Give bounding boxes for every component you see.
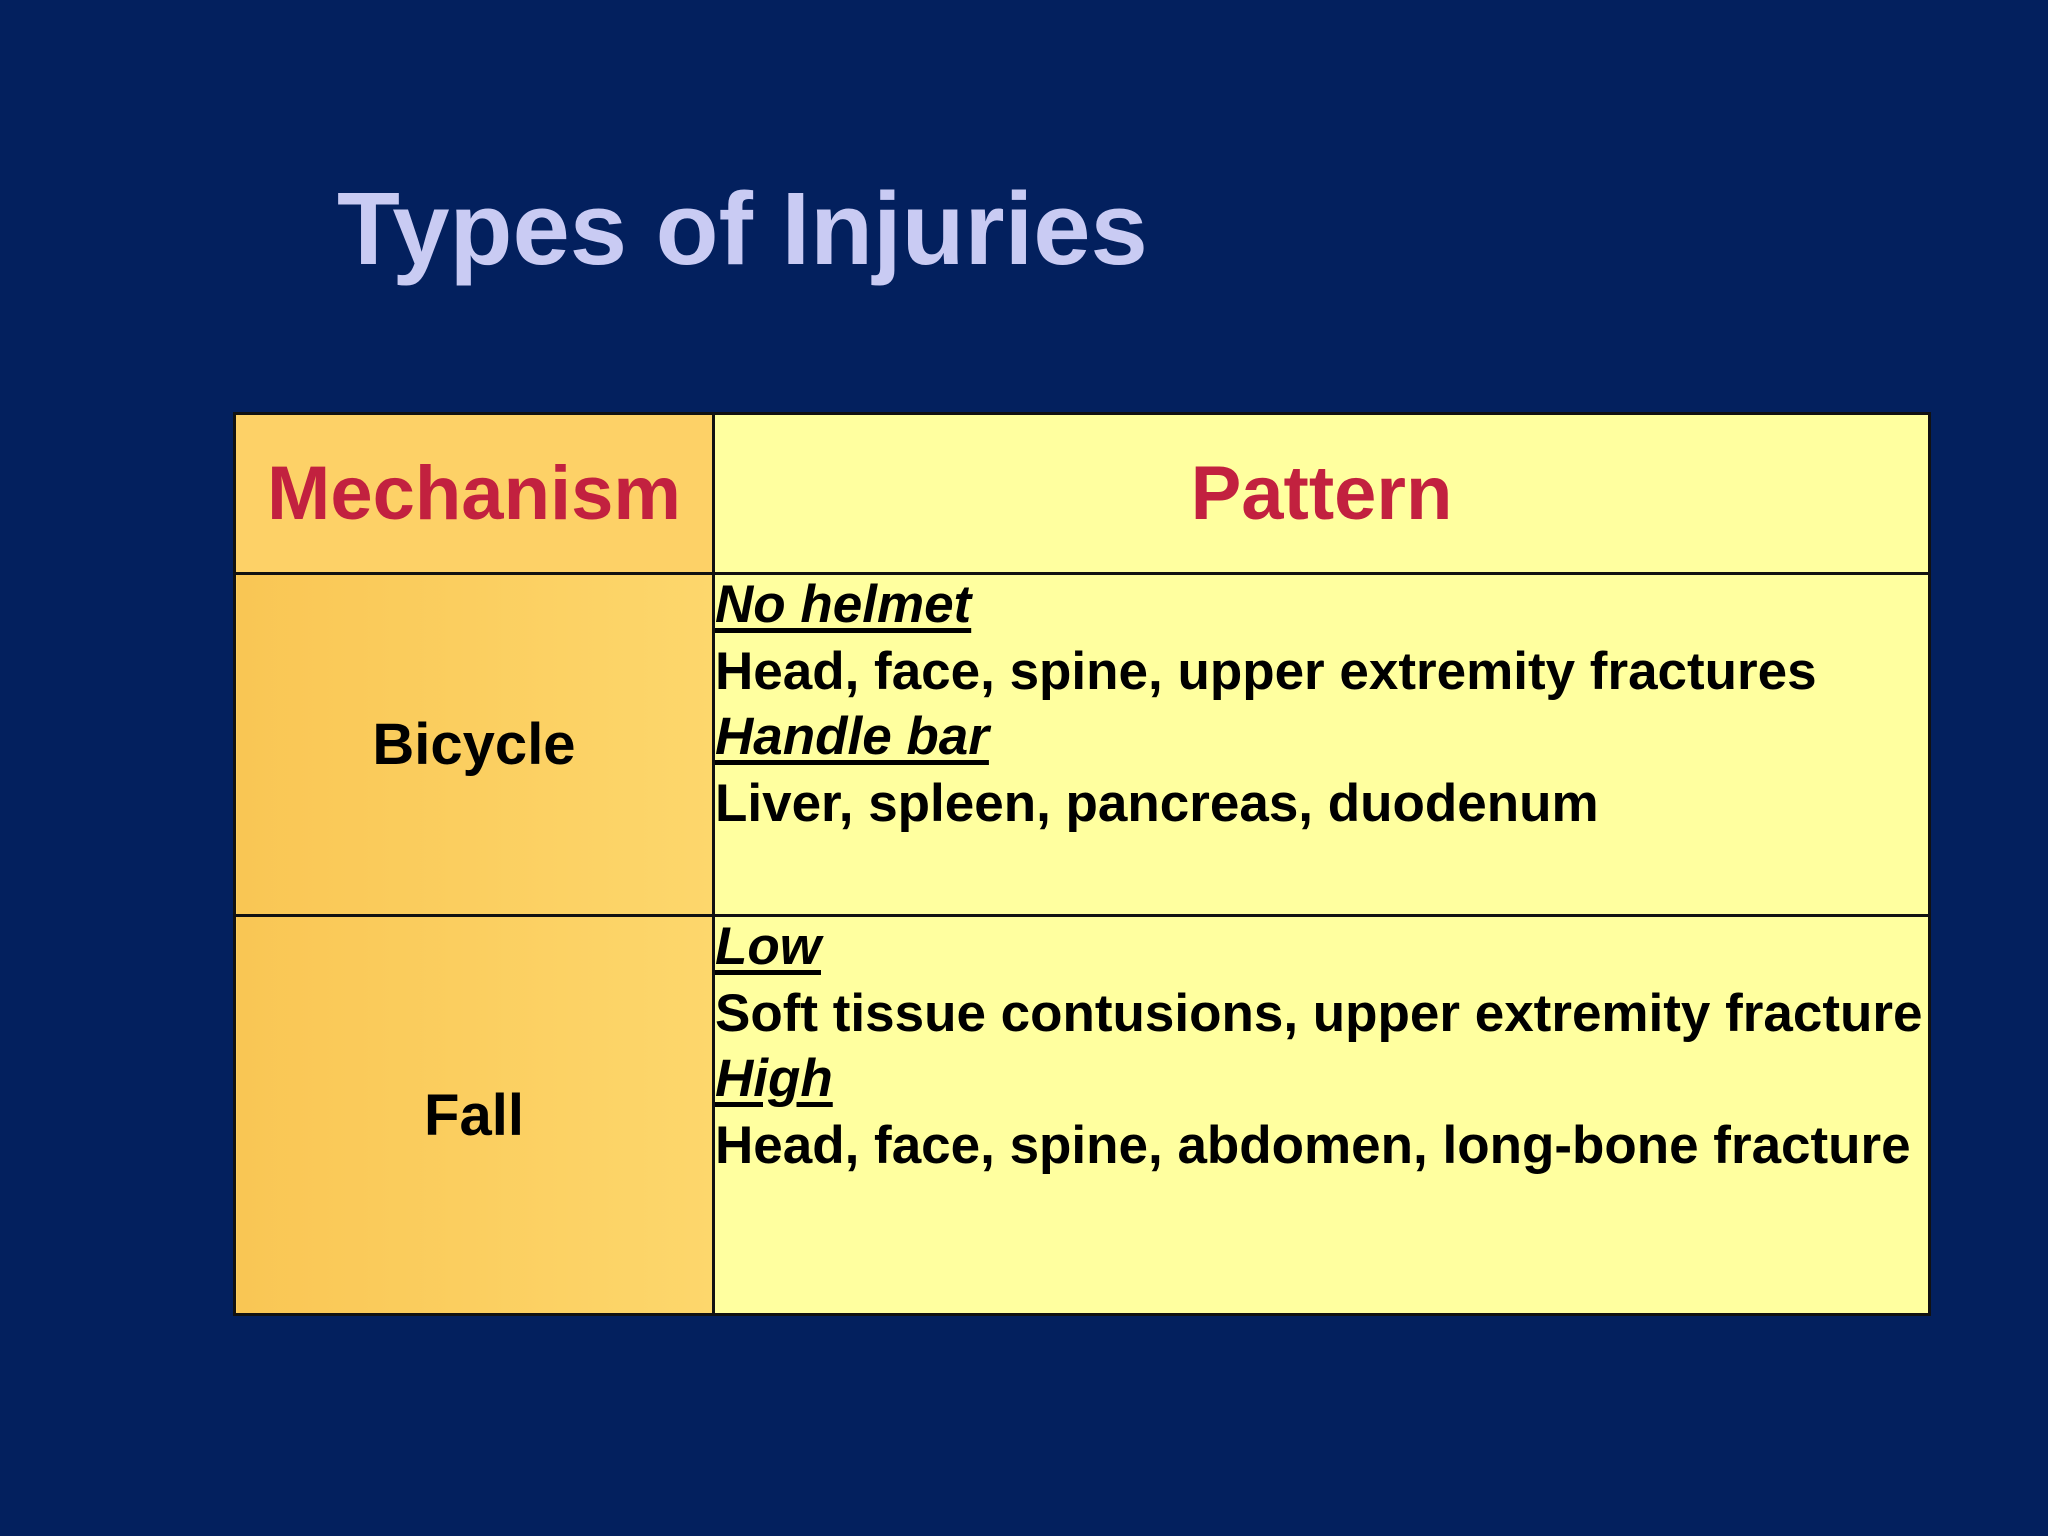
mechanism-header: Mechanism bbox=[235, 414, 714, 574]
pattern-subhead: No helmet bbox=[715, 575, 972, 635]
pattern-detail: Head, face, spine, upper extremity fractures bbox=[715, 642, 1817, 702]
pattern-item bbox=[715, 917, 1928, 1043]
pattern-item bbox=[715, 1049, 1928, 1175]
table-header-row bbox=[235, 414, 1930, 574]
mechanism-cell-fall: Fall bbox=[235, 916, 714, 1315]
pattern-item bbox=[715, 707, 1928, 833]
mechanism-cell-bicycle: Bicycle bbox=[235, 574, 714, 916]
pattern-subhead: Handle bar bbox=[715, 707, 989, 767]
pattern-detail: Soft tissue contusions, upper extremity fracture bbox=[715, 984, 1923, 1044]
table-row bbox=[235, 916, 1930, 1315]
pattern-cell-fall bbox=[714, 916, 1930, 1315]
slide-title: Types of Injuries bbox=[337, 171, 1148, 286]
pattern-subhead: Low bbox=[715, 917, 821, 977]
pattern-item bbox=[715, 575, 1928, 701]
pattern-cell-bicycle bbox=[714, 574, 1930, 916]
pattern-header: Pattern bbox=[714, 414, 1930, 574]
pattern-subhead: High bbox=[715, 1049, 833, 1109]
pattern-detail: Head, face, spine, abdomen, long-bone fracture bbox=[715, 1116, 1911, 1176]
table-row bbox=[235, 574, 1930, 916]
pattern-detail: Liver, spleen, pancreas, duodenum bbox=[715, 774, 1599, 834]
injury-table bbox=[233, 412, 1931, 1316]
